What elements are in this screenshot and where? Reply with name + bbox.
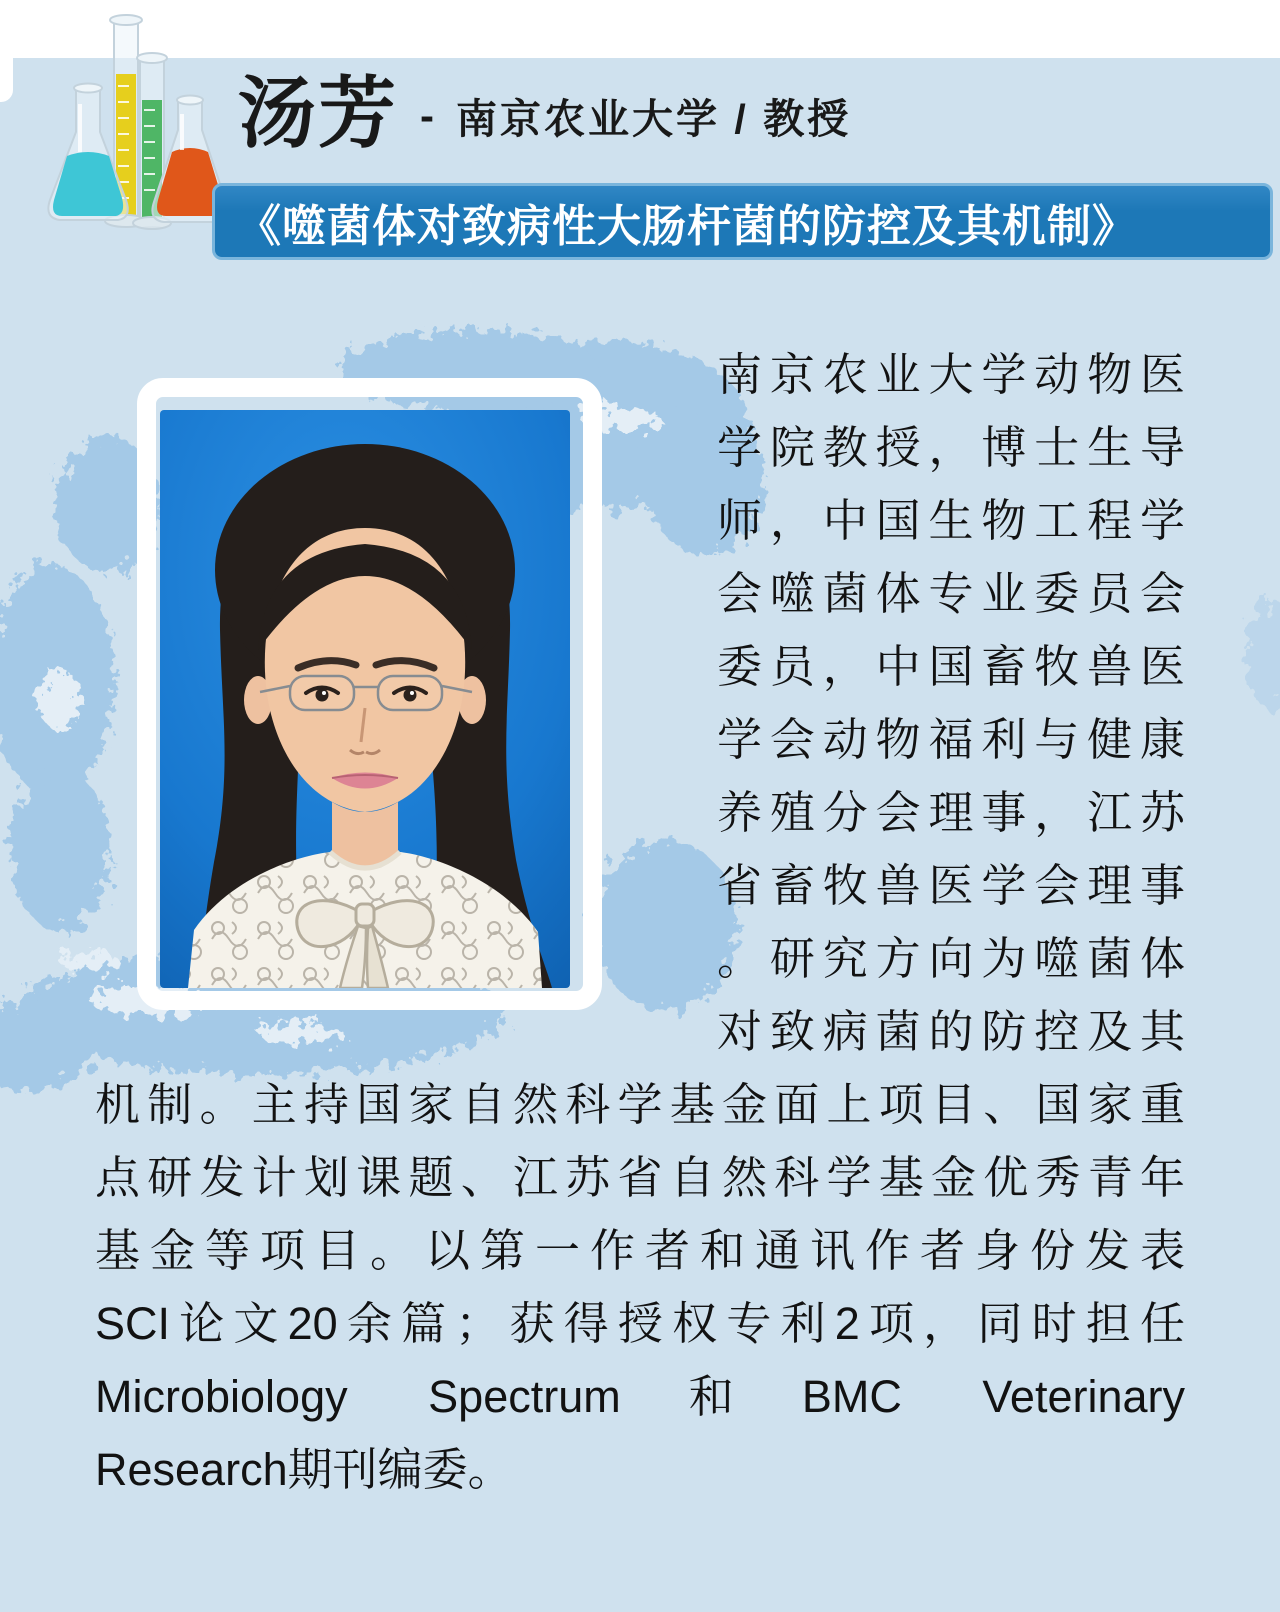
bio-line: 点研发计划课题、江苏省自然科学基金优秀青年 [95,1152,1185,1203]
bio-line: 师，中国生物工程学 [717,495,1185,546]
name-separator: - [420,92,435,139]
talk-title-banner [212,183,1273,260]
bio-line: SCI论文20余篇；获得授权专利2项，同时担任 [95,1298,1185,1349]
bio-line: 学院教授，博士生导 [717,422,1185,473]
bio-line: 南京农业大学动物医 [717,349,1185,400]
bio-line: Research期刊编委。 [95,1444,513,1495]
professor-name: 汤芳 [238,69,399,157]
bio-line: 会噬菌体专业委员会 [717,568,1185,619]
lab-glassware-icon [26,4,232,288]
bio-line: 对致病菌的防控及其 [717,1006,1185,1057]
affiliation-title: 南京农业大学 / 教授 [456,96,852,142]
bio-line: 学会动物福利与健康 [717,714,1185,765]
talk-title: 《噬菌体对致病性大肠杆菌的防控及其机制》 [237,201,1137,251]
bio-line: 。研究方向为噬菌体 [717,933,1185,984]
portrait-photo [160,410,570,988]
photo-block [95,338,717,1065]
top-left-white-corner [0,0,13,102]
bio-line: 省畜牧兽医学会理事 [717,860,1185,911]
bio-line: Microbiology Spectrum和BMC Veterinary [95,1371,1185,1422]
bio-line: 机制。主持国家自然科学基金面上项目、国家重 [95,1079,1185,1130]
header-row [238,69,852,157]
bio-line: 基金等项目。以第一作者和通讯作者身份发表 [95,1225,1185,1276]
bio-line: 养殖分会理事，江苏 [717,787,1185,838]
bio-line: 委员，中国畜牧兽医 [717,641,1185,692]
bio-text [95,338,1185,1506]
